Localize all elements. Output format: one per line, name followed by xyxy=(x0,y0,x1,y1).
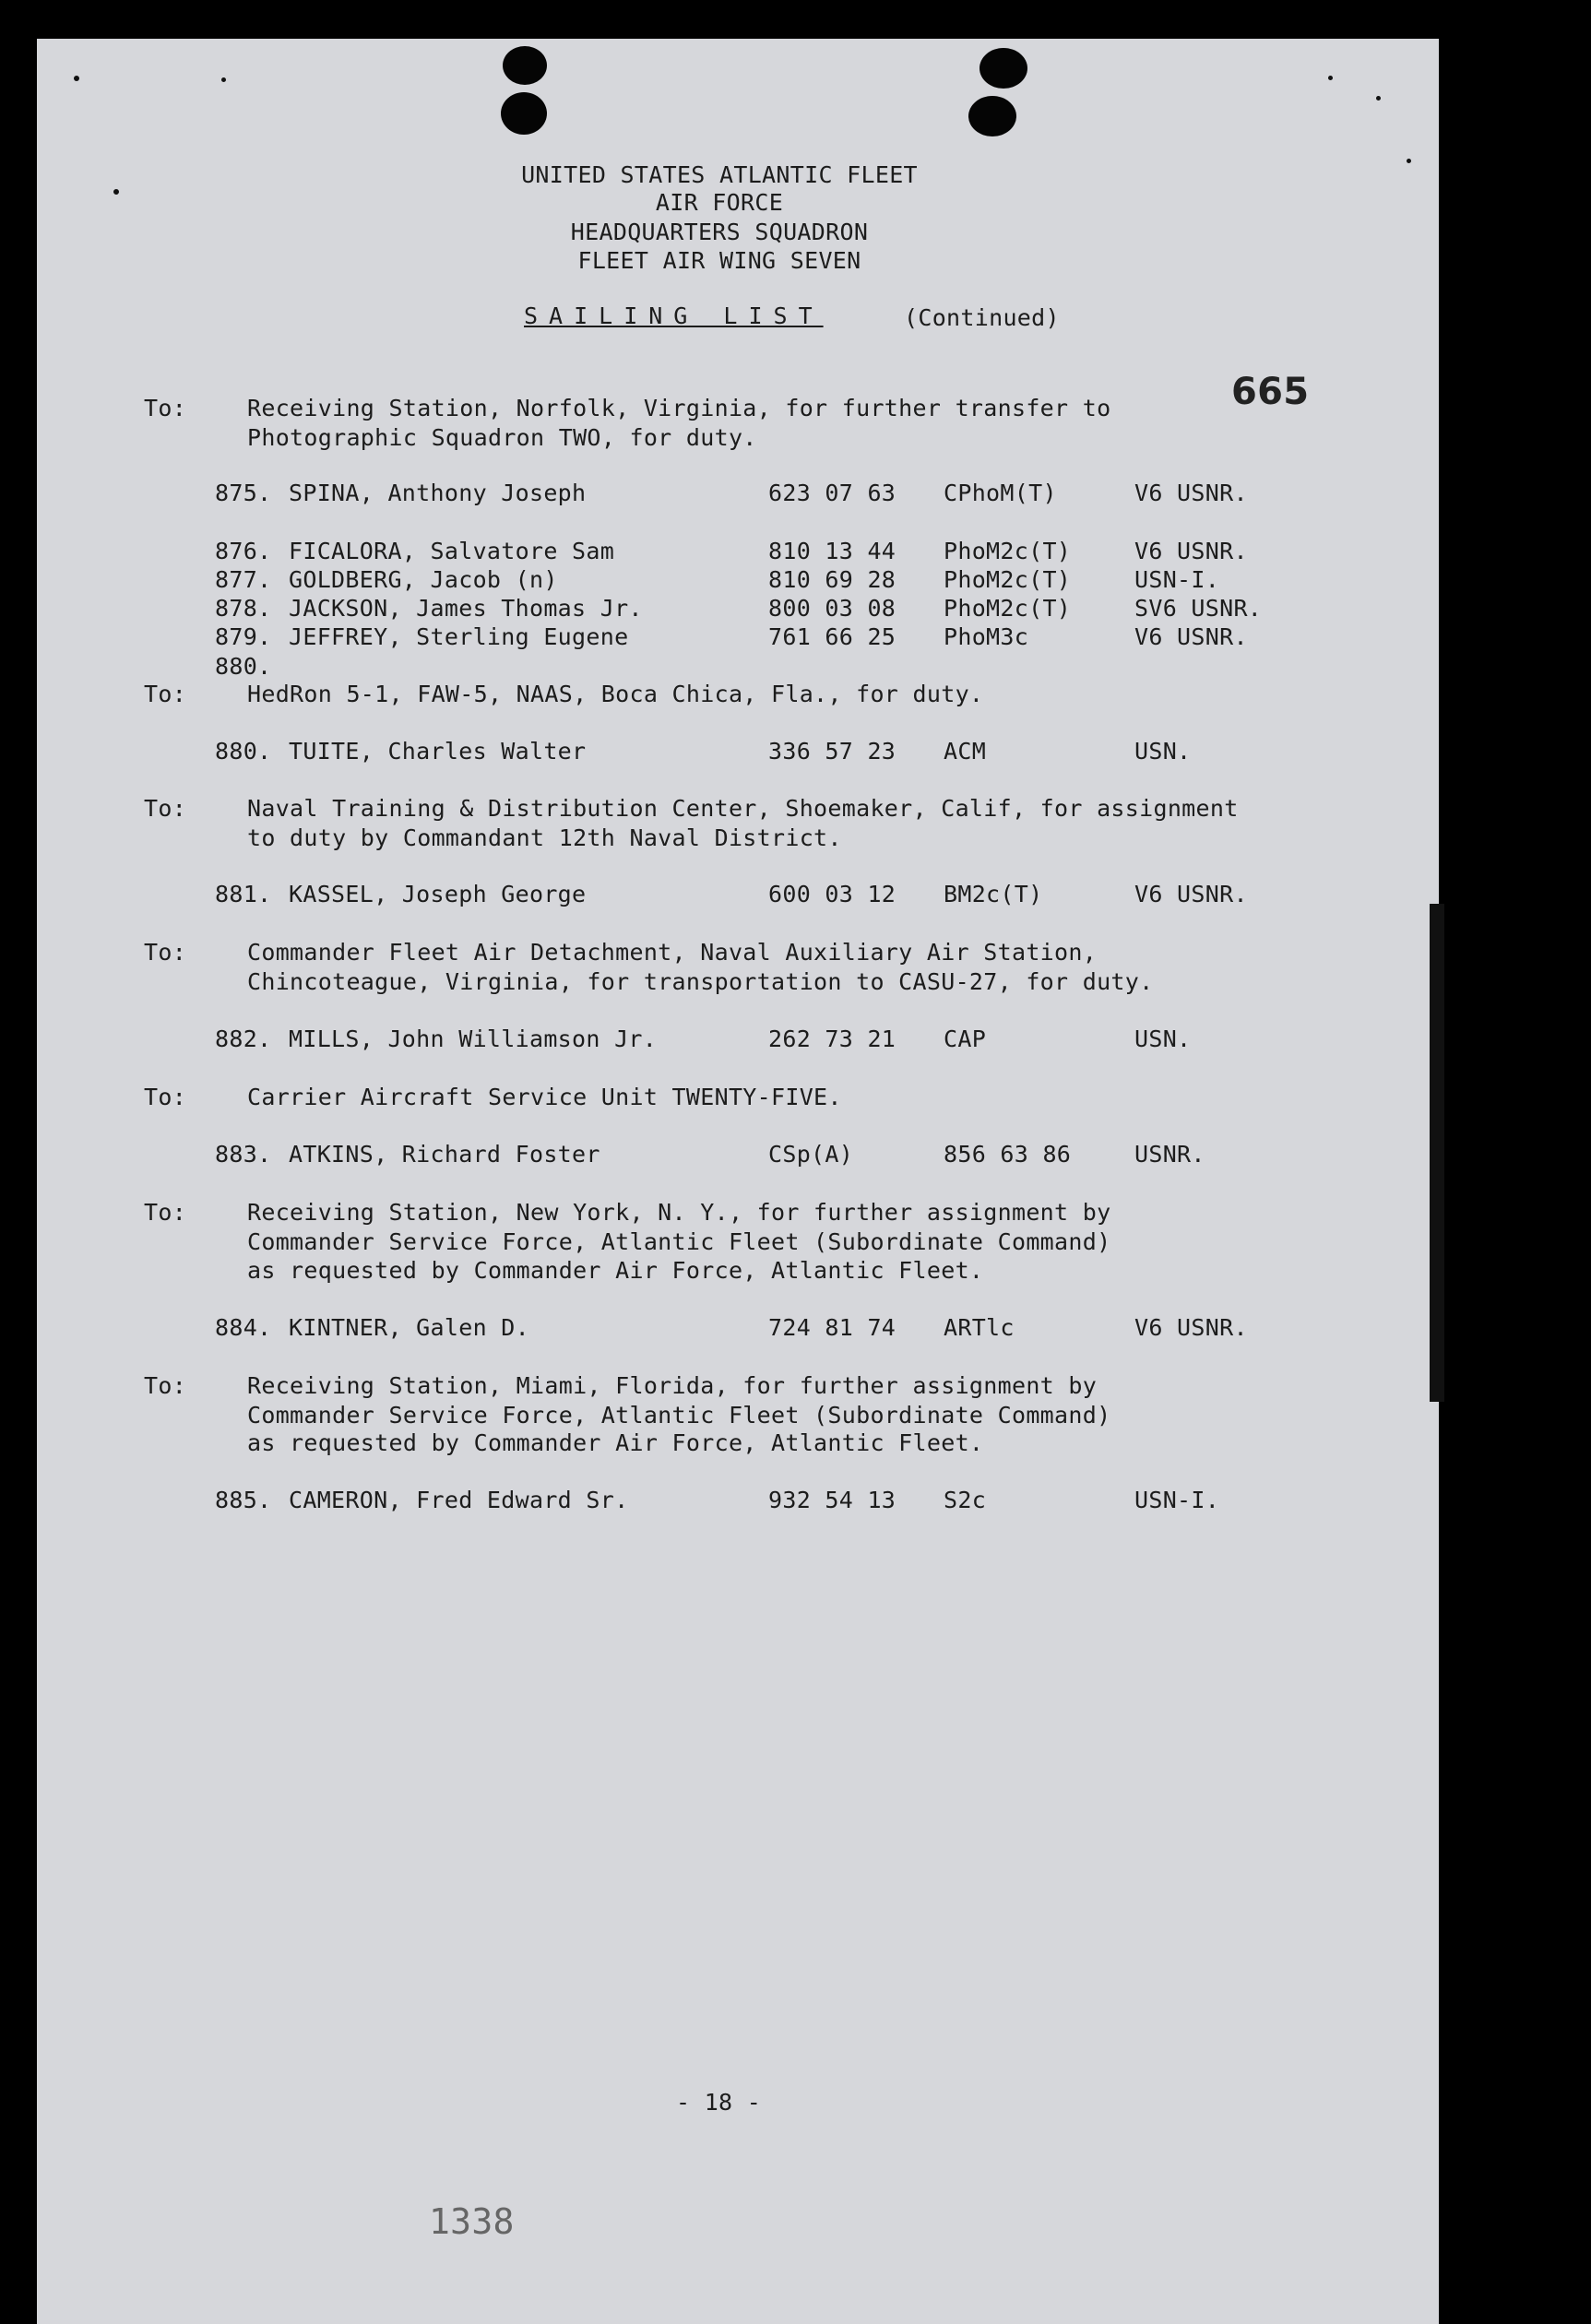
archive-stamp: 1338 xyxy=(429,2201,515,2242)
entry-number: 881. xyxy=(215,881,272,907)
entry-name: SPINA, Anthony Joseph xyxy=(289,480,587,506)
entry-rate: S2c xyxy=(944,1487,987,1513)
destination-line: HedRon 5-1, FAW-5, NAAS, Boca Chica, Fla., for duty. xyxy=(247,681,984,707)
entry-service-number: 761 66 25 xyxy=(768,623,896,650)
destination-line: as requested by Commander Air Force, Atlantic Fleet. xyxy=(247,1257,984,1284)
entry-rate: ARTlc xyxy=(944,1314,1015,1341)
entry-number: 880. xyxy=(215,738,272,765)
header-line-2: AIR FORCE xyxy=(655,189,784,216)
entry-number: 877. xyxy=(215,566,272,593)
entry-class: V6 USNR. xyxy=(1134,623,1248,650)
punch-hole-left-top xyxy=(503,46,547,85)
entry-rate: 856 63 86 xyxy=(944,1141,1072,1168)
entry-service-number: 336 57 23 xyxy=(768,738,896,765)
document-page xyxy=(37,39,1439,2324)
entry-name: JEFFREY, Sterling Eugene xyxy=(289,623,629,650)
entry-number: 879. xyxy=(215,623,272,650)
entry-number: 876. xyxy=(215,538,272,564)
entry-class: USN-I. xyxy=(1134,566,1220,593)
entry-name: KASSEL, Joseph George xyxy=(289,881,587,907)
page-stamp-number: 665 xyxy=(1231,371,1310,413)
punch-hole-right-top xyxy=(980,48,1027,89)
destination-line: Commander Fleet Air Detachment, Naval Auxiliary Air Station, xyxy=(247,939,1098,966)
destination-line: to duty by Commandant 12th Naval District. xyxy=(247,824,842,851)
entry-rate: PhoM3c xyxy=(944,623,1029,650)
entry-class: USN-I. xyxy=(1134,1487,1220,1513)
entry-service-number: 600 03 12 xyxy=(768,881,896,907)
entry-name: JACKSON, James Thomas Jr. xyxy=(289,595,643,622)
entry-number: 883. xyxy=(215,1141,272,1168)
entry-service-number: 810 69 28 xyxy=(768,566,896,593)
entry-class: SV6 USNR. xyxy=(1134,595,1263,622)
punch-hole-left-bottom xyxy=(501,92,547,135)
destination-line: Carrier Aircraft Service Unit TWENTY-FIVE. xyxy=(247,1084,842,1110)
entry-name: MILLS, John Williamson Jr. xyxy=(289,1026,658,1052)
entry-rate: PhoM2c(T) xyxy=(944,538,1072,564)
destination-line: Receiving Station, New York, N. Y., for further assignment by xyxy=(247,1199,1111,1226)
entry-class: V6 USNR. xyxy=(1134,480,1248,506)
document-title xyxy=(524,302,824,329)
to-label: To: xyxy=(144,795,187,822)
entry-class: USN. xyxy=(1134,738,1192,765)
to-label: To: xyxy=(144,395,187,421)
entry-service-number: CSp(A) xyxy=(768,1141,854,1168)
entry-service-number: 800 03 08 xyxy=(768,595,896,622)
entry-rate: CPhoM(T) xyxy=(944,480,1057,506)
entry-number: 884. xyxy=(215,1314,272,1341)
entry-name: KINTNER, Galen D. xyxy=(289,1314,529,1341)
entry-service-number: 810 13 44 xyxy=(768,538,896,564)
speck xyxy=(221,77,226,82)
entry-service-number: 932 54 13 xyxy=(768,1487,896,1513)
entry-class: V6 USNR. xyxy=(1134,1314,1248,1341)
title-suffix: (Continued) xyxy=(904,304,1060,331)
entry-name: TUITE, Charles Walter xyxy=(289,738,587,765)
entry-name: CAMERON, Fred Edward Sr. xyxy=(289,1487,629,1513)
punch-hole-right-bottom xyxy=(968,96,1016,136)
entry-number: 878. xyxy=(215,595,272,622)
entry-rate: CAP xyxy=(944,1026,987,1052)
entry-class: USN. xyxy=(1134,1026,1192,1052)
entry-name: GOLDBERG, Jacob (n) xyxy=(289,566,558,593)
page-number: - 18 - xyxy=(676,2089,762,2116)
destination-line: Naval Training & Distribution Center, Shoemaker, Calif, for assignment xyxy=(247,795,1239,822)
to-label: To: xyxy=(144,1199,187,1226)
entry-rate: PhoM2c(T) xyxy=(944,566,1072,593)
entry-service-number: 724 81 74 xyxy=(768,1314,896,1341)
to-label: To: xyxy=(144,939,187,966)
entry-number: 882. xyxy=(215,1026,272,1052)
destination-line: Chincoteague, Virginia, for transportation to CASU-27, for duty. xyxy=(247,968,1154,995)
speck xyxy=(74,76,79,81)
entry-class: USNR. xyxy=(1134,1141,1205,1168)
destination-line: Commander Service Force, Atlantic Fleet (Subordinate Command) xyxy=(247,1402,1111,1429)
header-line-1: UNITED STATES ATLANTIC FLEET xyxy=(521,161,918,188)
title-text: SAILING LIST xyxy=(524,302,824,329)
entry-rate: ACM xyxy=(944,738,987,765)
destination-line: Photographic Squadron TWO, for duty. xyxy=(247,424,757,451)
entry-class: V6 USNR. xyxy=(1134,538,1248,564)
destination-line: Receiving Station, Miami, Florida, for further assignment by xyxy=(247,1372,1098,1399)
header-line-3: HEADQUARTERS SQUADRON xyxy=(570,219,869,245)
to-label: To: xyxy=(144,1084,187,1110)
entry-rate: BM2c(T) xyxy=(944,881,1043,907)
entry-name: ATKINS, Richard Foster xyxy=(289,1141,600,1168)
to-label: To: xyxy=(144,681,187,707)
entry-rate: PhoM2c(T) xyxy=(944,595,1072,622)
entry-service-number: 623 07 63 xyxy=(768,480,896,506)
entry-number: 880. xyxy=(215,653,272,680)
speck xyxy=(1376,96,1381,101)
page-edge-shadow xyxy=(1430,904,1444,1402)
speck xyxy=(1328,76,1333,80)
entry-class: V6 USNR. xyxy=(1134,881,1248,907)
destination-line: as requested by Commander Air Force, Atlantic Fleet. xyxy=(247,1429,984,1456)
entry-service-number: 262 73 21 xyxy=(768,1026,896,1052)
entry-name: FICALORA, Salvatore Sam xyxy=(289,538,615,564)
entry-number: 875. xyxy=(215,480,272,506)
header-line-4: FLEET AIR WING SEVEN xyxy=(577,247,861,274)
entry-number: 885. xyxy=(215,1487,272,1513)
destination-line: Receiving Station, Norfolk, Virginia, for further transfer to xyxy=(247,395,1111,421)
to-label: To: xyxy=(144,1372,187,1399)
destination-line: Commander Service Force, Atlantic Fleet (Subordinate Command) xyxy=(247,1228,1111,1255)
